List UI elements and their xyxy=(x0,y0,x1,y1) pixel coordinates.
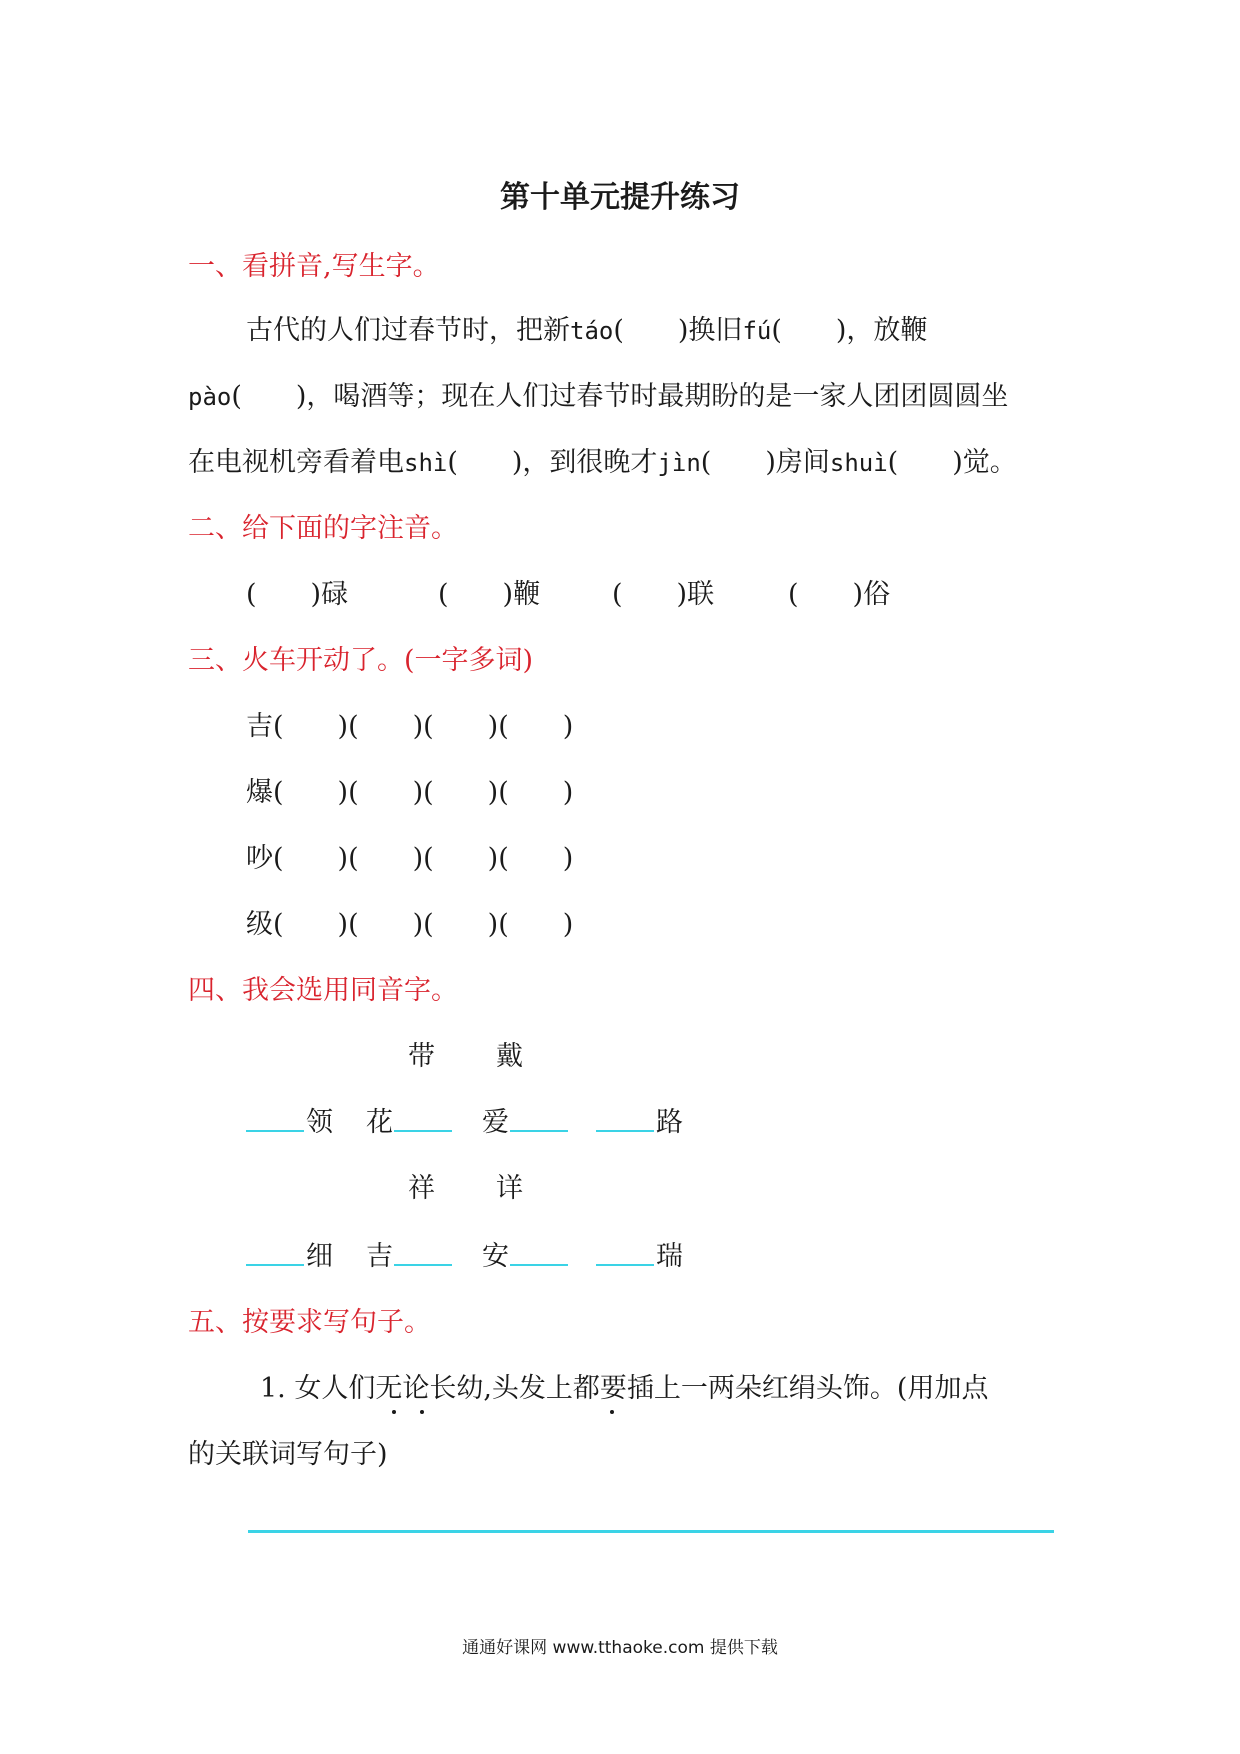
s1-line-3 xyxy=(188,440,1017,479)
s4-g2-word-2: 吉 xyxy=(366,1241,393,1272)
s4-g2-word-1: 细 xyxy=(306,1241,333,1272)
s3-row-char: 吉 xyxy=(246,711,273,742)
s4-g2-blank-4[interactable] xyxy=(596,1264,654,1266)
s2-item-3[interactable]: ( )联 xyxy=(612,579,715,610)
s4-g2-option-1: 祥 xyxy=(408,1173,435,1204)
s1-pinyin-tao: táo xyxy=(570,317,614,345)
s4-g1-blank-1[interactable] xyxy=(246,1130,304,1132)
s1-line1-text-a: 古代的人们过春节时，把新 xyxy=(246,315,570,346)
s4-g2-word-3: 安 xyxy=(482,1241,509,1272)
footer-credit: 通通好课网 www.tthaoke.com 提供下载 xyxy=(462,1638,778,1658)
section-2-heading: 二、给下面的字注音。 xyxy=(188,513,458,544)
s1-line-1 xyxy=(246,308,927,347)
s4-g1-word-3: 爱 xyxy=(482,1107,509,1138)
s3-row-blanks[interactable]: ( )( )( )( ) xyxy=(273,843,574,874)
s4-g2-option-2: 详 xyxy=(496,1173,523,1204)
s2-item-4[interactable]: ( )俗 xyxy=(788,579,891,610)
s5-answer-line[interactable] xyxy=(248,1530,1054,1533)
s1-pinyin-shi: shì xyxy=(404,449,448,477)
s3-row-4 xyxy=(246,902,573,941)
s1-line3-text-a: 在电视机旁看着电 xyxy=(188,447,404,478)
emphasis-dot xyxy=(610,1410,614,1414)
s1-pinyin-pao: pào xyxy=(188,383,232,411)
s1-pinyin-jin: jìn xyxy=(657,449,701,477)
s4-g2-word-4: 瑞 xyxy=(656,1241,683,1272)
s1-line-2 xyxy=(188,374,1008,413)
s2-item-2[interactable]: ( )鞭 xyxy=(438,579,541,610)
s1-line2-text-a[interactable]: ( )，喝酒等；现在人们过春节时最期盼的是一家人团团圆圆坐 xyxy=(231,381,1009,412)
page-title: 第十单元提升练习 xyxy=(500,180,740,215)
s1-line3-text-d[interactable]: ( )觉。 xyxy=(887,447,1017,478)
section-4-heading: 四、我会选用同音字。 xyxy=(188,975,458,1006)
s1-pinyin-shui: shuì xyxy=(829,449,888,477)
s5-question-1-line-1: 1. 女人们无论长幼,头发上都要插上一两朵红绢头饰。(用加点 xyxy=(260,1373,989,1404)
s1-line3-text-c[interactable]: ( )房间 xyxy=(700,447,830,478)
s4-g2-blank-3[interactable] xyxy=(510,1264,568,1266)
s4-g1-word-2: 花 xyxy=(366,1107,393,1138)
s1-pinyin-fu: fú xyxy=(742,317,772,345)
s3-row-1 xyxy=(246,704,573,743)
s4-g1-word-4: 路 xyxy=(656,1107,683,1138)
s4-g2-blank-2[interactable] xyxy=(394,1264,452,1266)
s4-g2-blank-1[interactable] xyxy=(246,1264,304,1266)
s3-row-char: 爆 xyxy=(246,777,273,808)
s1-line1-text-b[interactable]: ( )换旧 xyxy=(613,315,743,346)
section-5-heading: 五、按要求写句子。 xyxy=(188,1307,431,1338)
s4-g1-option-1: 带 xyxy=(408,1041,435,1072)
s4-g1-blank-4[interactable] xyxy=(596,1130,654,1132)
s3-row-char: 吵 xyxy=(246,843,273,874)
s4-g1-option-2: 戴 xyxy=(496,1041,523,1072)
section-3-heading: 三、火车开动了。(一字多词) xyxy=(188,645,534,676)
emphasis-dot xyxy=(420,1410,424,1414)
s3-row-3 xyxy=(246,836,573,875)
s1-line3-text-b[interactable]: ( )，到很晚才 xyxy=(447,447,658,478)
s4-g1-blank-2[interactable] xyxy=(394,1130,452,1132)
s3-row-blanks[interactable]: ( )( )( )( ) xyxy=(273,711,574,742)
emphasis-dot xyxy=(392,1410,396,1414)
s3-row-blanks[interactable]: ( )( )( )( ) xyxy=(273,909,574,940)
s4-g1-word-1: 领 xyxy=(306,1107,333,1138)
s3-row-char: 级 xyxy=(246,909,273,940)
section-1-heading: 一、看拼音,写生字。 xyxy=(188,251,440,282)
s3-row-2 xyxy=(246,770,573,809)
s3-row-blanks[interactable]: ( )( )( )( ) xyxy=(273,777,574,808)
s4-g1-blank-3[interactable] xyxy=(510,1130,568,1132)
s5-question-1-line-2: 的关联词写句子) xyxy=(188,1439,388,1470)
s1-line1-text-c[interactable]: ( )，放鞭 xyxy=(771,315,928,346)
s2-item-1[interactable]: ( )碌 xyxy=(246,579,349,610)
